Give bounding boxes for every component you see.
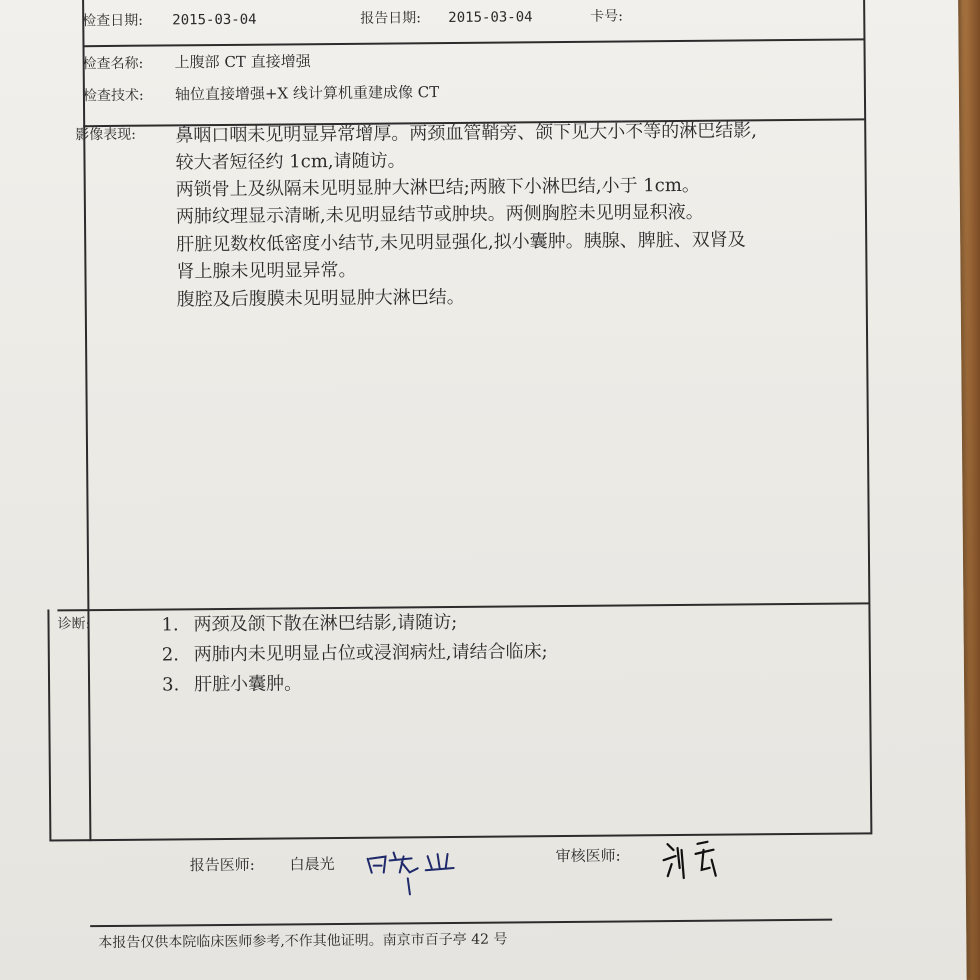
reporting-physician-name: 白晨光 [289, 855, 335, 874]
diagnosis-divider [57, 602, 869, 611]
finding-line: 腹腔及后腹膜未见明显肿大淋巴结。 [176, 286, 465, 311]
header-divider [82, 38, 864, 46]
diagnosis-item-number: 3. [161, 674, 180, 696]
diagnosis-item-text: 两肺内未见明显占位或浸润病灶,请结合临床; [193, 641, 548, 666]
finding-line: 鼻咽口咽未见明显异常增厚。两颈血管鞘旁、颌下见大小不等的淋巴结影, [175, 120, 758, 147]
frame-right-border [863, 0, 872, 834]
diagnosis-item-number: 1. [161, 614, 179, 636]
reporting-physician-signature [357, 838, 468, 899]
reporting-physician-label: 报告医师: [189, 855, 255, 875]
report-date-value: 2015-03-04 [448, 9, 533, 27]
frame-left-lower-border [47, 610, 51, 841]
finding-line: 较大者短径约 1cm,请随访。 [175, 150, 406, 174]
card-number-label: 卡号: [590, 8, 624, 25]
finding-line: 肾上腺未见明显异常。 [176, 259, 357, 283]
report-date-label: 报告日期: [360, 10, 422, 27]
exam-technique-label: 检查技术: [82, 87, 144, 105]
findings-label: 影像表现: [75, 126, 137, 144]
disclaimer-note: 本报告仅供本院临床医师参考,不作其他证明。南京市百子亭 42 号 [98, 931, 508, 952]
diagnosis-item-text: 肝脏小囊肿。 [193, 673, 303, 696]
diagnosis-label: 诊断: [57, 616, 91, 633]
reviewing-physician-signature [657, 829, 748, 890]
exam-name-value: 上腹部 CT 直接增强 [174, 52, 311, 72]
exam-date-label: 检查日期: [82, 12, 144, 30]
reviewing-physician-label: 审核医师: [555, 846, 621, 866]
footer-rule [90, 919, 832, 927]
exam-date-value: 2015-03-04 [172, 11, 257, 29]
finding-line: 肝脏见数枚低密度小结节,未见明显强化,拟小囊肿。胰腺、脾脏、双肾及 [176, 229, 746, 256]
diagnosis-item-text: 两颈及颌下散在淋巴结影,请随访; [193, 611, 458, 636]
exam-name-label: 检查名称: [82, 55, 144, 73]
exam-technique-value: 轴位直接增强+X 线计算机重建成像 CT [174, 83, 440, 104]
diagnosis-item-number: 2. [161, 644, 180, 666]
finding-line: 两锁骨上及纵隔未见明显肿大淋巴结;两腋下小淋巴结,小于 1cm。 [175, 174, 700, 201]
finding-line: 两肺纹理显示清晰,未见明显结节或肿块。两侧胸腔未见明显积液。 [175, 201, 704, 228]
